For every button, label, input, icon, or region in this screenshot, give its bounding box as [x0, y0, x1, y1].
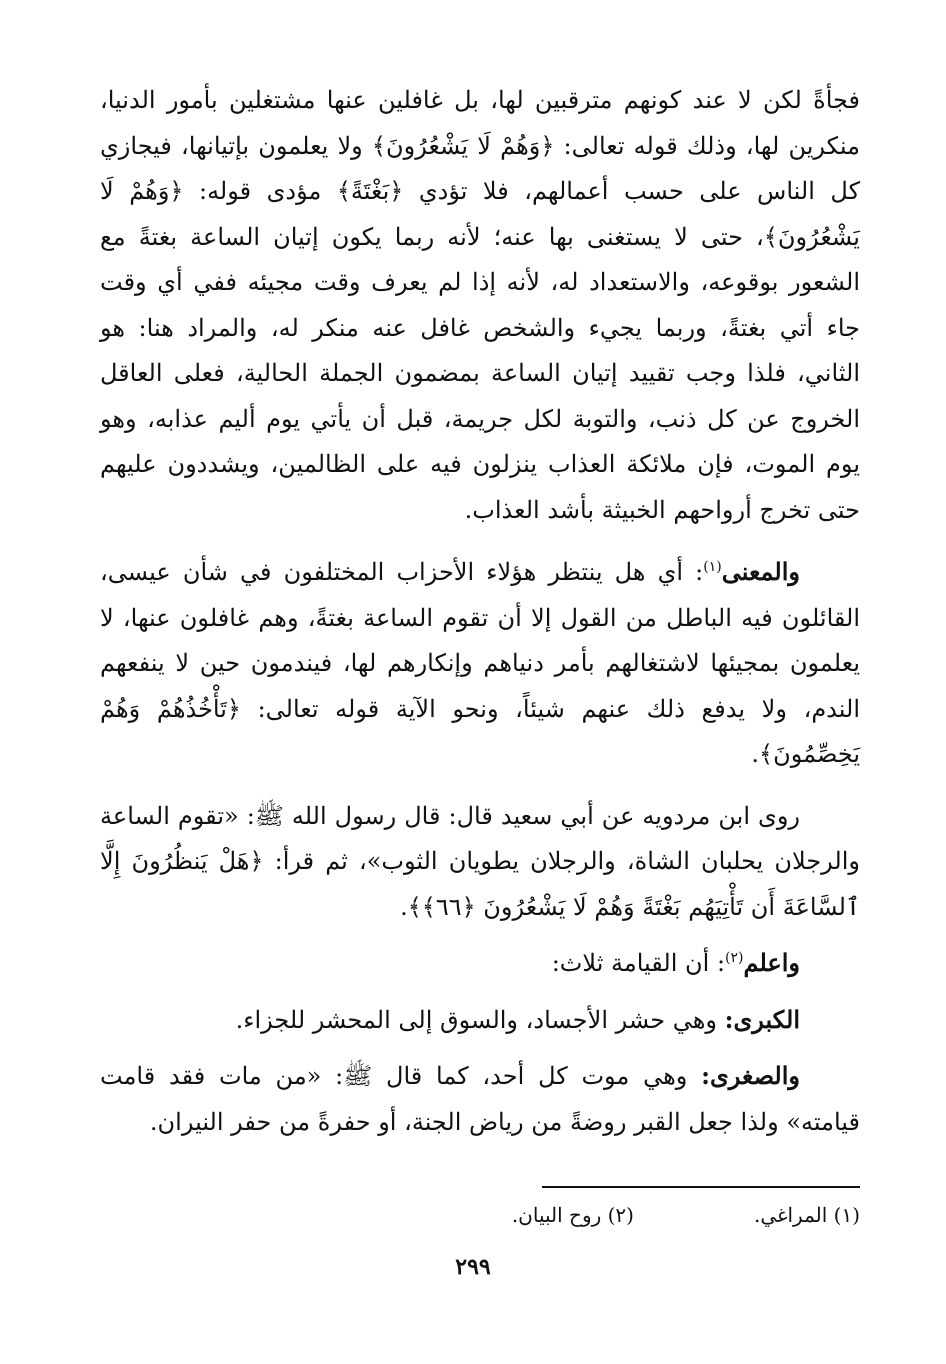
paragraph-2	[100, 549, 860, 778]
footnote-ref-1: (١)	[703, 559, 722, 575]
paragraph-6	[100, 1053, 860, 1145]
paragraph-5	[100, 997, 860, 1044]
paragraph-4	[100, 940, 860, 987]
footnote-ref-2: (٢)	[725, 950, 744, 966]
paragraph-4-body: : أن القيامة ثلاث:	[551, 949, 726, 977]
paragraph-5-body: وهي حشر الأجساد، والسوق إلى المحشر للجزاء.	[235, 1005, 725, 1034]
page-number: ٢٩٩	[455, 1254, 491, 1280]
paragraph-1: فجأةً لكن لا عند كونهم مترقبين لها، بل غافلين عنها مشتغلين بأمور الدنيا، منكرين لها، وذلك قوله تعالى: ﴿وَهُمْ لَا يَشْعُرُونَ﴾ ولا يعلمون بإتيانها، فيجازي كل الناس على حسب أعمالهم، فلا تؤدي ﴿بَغْتَةً﴾ مؤدى قوله: ﴿وَهُمْ لَا يَشْعُرُونَ﴾، حتى لا يستغنى بها عنه؛ لأنه ربما يكون إتيان الساعة بغتةً مع الشعور بوقوعه، والاستعداد له، لأنه إذا لم يعرف وقت مجيئه ففي أي وقت جاء أتي بغتةً، وربما يجيء والشخص غافل عنه منكر له، والمراد هنا: هو الثاني، فلذا وجب تقييد إتيان الساعة بمضمون الجملة الحالية، فعلى العاقل الخروج عن كل ذنب، والتوبة لكل جريمة، قبل أن يأتي يوم أليم عذابه، وهو يوم الموت، فإن ملائكة العذاب ينزلون فيه على الظالمين، ويشددون عليهم حتى تخرج أرواحهم الخبيثة بأشد العذاب.	[100, 86, 860, 524]
footnote-2: (٢) روح البيان.	[511, 1203, 634, 1227]
footnote-1: (١) المراغي.	[753, 1203, 860, 1227]
footnote-divider	[542, 1186, 860, 1188]
paragraph-2-body: : أي هل ينتظر هؤلاء الأحزاب المختلفون في شأن عيسى، القائلون فيه الباطل من القول إلا أن تقوم الساعة بغتةً، وهم غافلون عنها، لا يعلمون بمجيئها لاشتغالهم بأمر دنياهم وإنكارهم لها، فيندمون حين لا ينفعهم الندم، ولا يدفع ذلك عنهم شيئاً، ونحو الآية قوله تعالى: ﴿تَأْخُذُهُمْ وَهُمْ يَخِصِّمُونَ﴾.	[100, 558, 861, 768]
keyword-know: واعلم	[743, 948, 800, 977]
keyword-minor: والصغرى:	[701, 1061, 800, 1090]
footnotes	[300, 1200, 860, 1230]
paragraph-3: روى ابن مردويه عن أبي سعيد قال: قال رسول الله ﷺ: «تقوم الساعة والرجلان يحلبان الشاة، والرجلان يطويان الثوب»، ثم قرأ: ﴿هَلْ يَنظُرُونَ إِلَّا ٱلسَّاعَةَ أَن تَأْتِيَهُم بَغْتَةً وَهُمْ لَا يَشْعُرُونَ ﴿٦٦﴾﴾.	[100, 801, 860, 921]
keyword-meaning: والمعنى	[721, 557, 800, 586]
paragraph-6-body: وهي موت كل أحد، كما قال ﷺ: «من مات فقد قامت قيامته» ولذا جعل القبر روضةً من رياض الجنة، أو حفرةً من حفر النيران.	[100, 1062, 860, 1136]
keyword-major: الكبرى:	[724, 1004, 800, 1034]
